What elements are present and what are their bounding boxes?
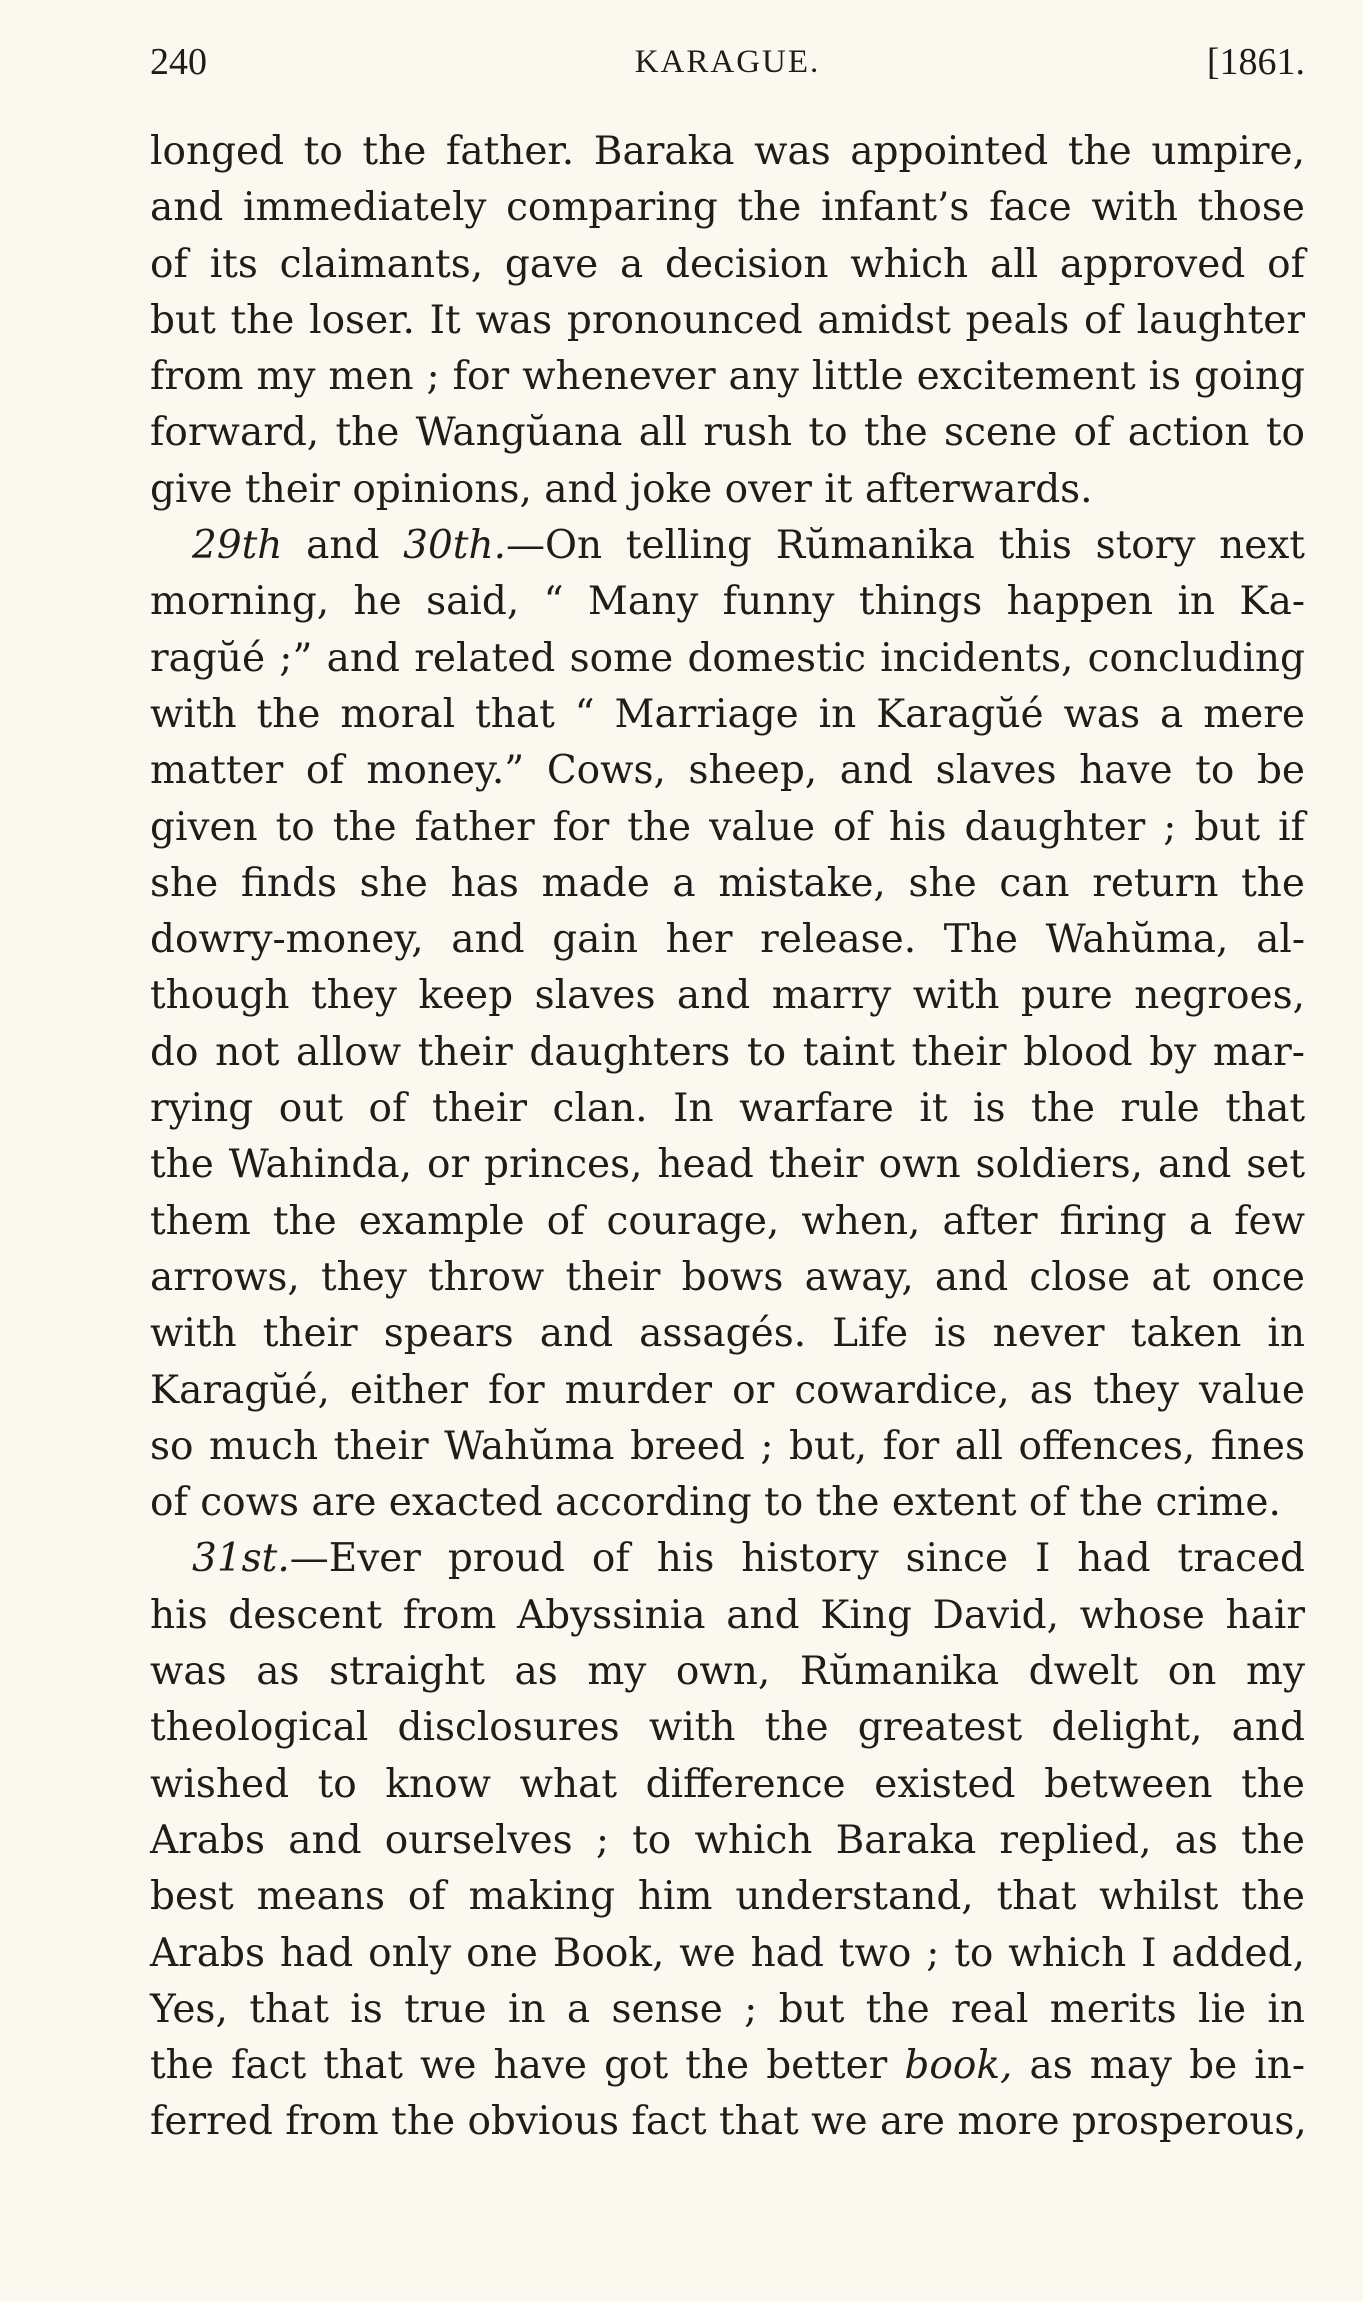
date-31st: 31st. — [192, 1536, 290, 1582]
text-line: but the loser. It was pronounced amidst peals of laughter — [150, 297, 1305, 343]
entry-text: —On telling Rŭmanika this story next — [505, 523, 1305, 569]
text-line: rying out of their clan. In warfare it is the rule that — [150, 1086, 1305, 1132]
text-line: given to the father for the value of his daughter ; but if — [150, 804, 1305, 850]
text-line: Karagŭé, either for murder or cowardice, as they value — [150, 1367, 1305, 1413]
page-number: 240 — [150, 41, 207, 83]
text-line: them the example of courage, when, after firing a few — [150, 1198, 1305, 1244]
text-line-with-italic — [150, 2038, 1305, 2094]
text-line: theological disclosures with the greatest delight, and — [150, 1705, 1305, 1751]
text-line: was as straight as my own, Rŭmanika dwelt on my — [150, 1649, 1305, 1695]
text-line-dated-entry — [150, 1531, 1305, 1587]
text-line: Arabs had only one Book, we had two ; to which I added, — [150, 1930, 1305, 1976]
text-line: and immediately comparing the infant’s face with those — [150, 185, 1305, 231]
text-line-dated-entry — [150, 518, 1305, 574]
chapter-title: KARAGUE. — [634, 44, 821, 80]
date-connector: and — [282, 523, 404, 569]
text-line: with the moral that “ Marriage in Karagŭé was a mere — [150, 691, 1305, 737]
text-line: longed to the father. Baraka was appointed the umpire, — [150, 129, 1305, 174]
text-line: do not allow their daughters to taint their blood by mar- — [150, 1029, 1305, 1075]
year-marker: [1861. — [1206, 41, 1305, 83]
text-line: matter of money.” Cows, sheep, and slaves have to be — [150, 748, 1305, 794]
text-line: give their opinions, and joke over it afterwards. — [150, 466, 1093, 512]
text-line: of cows are exacted according to the extent of the crime. — [150, 1480, 1281, 1526]
text-line: so much their Wahŭma breed ; but, for all offences, fines — [150, 1423, 1305, 1469]
line-end: as may be in- — [1012, 2043, 1306, 2089]
text-line: though they keep slaves and marry with pure negroes, — [150, 973, 1305, 1019]
italic-word-book: book, — [904, 2043, 1013, 2089]
text-line: ragŭé ;” and related some domestic incidents, concluding — [150, 635, 1305, 681]
date-29th: 29th — [192, 523, 283, 569]
text-line: dowry-money, and gain her release. The Wahŭma, al- — [150, 917, 1305, 963]
text-line: his descent from Abyssinia and King David, whose hair — [150, 1592, 1305, 1638]
text-line: arrows, they throw their bows away, and close at once — [150, 1254, 1305, 1300]
body-text — [150, 124, 1305, 2151]
text-line: from my men ; for whenever any little excitement is going — [150, 354, 1305, 400]
line-start: the fact that we have got the better — [150, 2043, 905, 2089]
text-line: of its claimants, gave a decision which all approved of — [150, 241, 1305, 287]
text-line: wished to know what difference existed between the — [150, 1761, 1305, 1807]
entry-text: —Ever proud of his history since I had traced — [289, 1536, 1305, 1582]
text-line: the Wahinda, or princes, head their own soldiers, and set — [150, 1142, 1305, 1188]
text-line: she finds she has made a mistake, she can return the — [150, 860, 1305, 906]
text-line: forward, the Wangŭana all rush to the scene of action to — [150, 410, 1305, 456]
text-line: Arabs and ourselves ; to which Baraka replied, as the — [150, 1817, 1305, 1863]
date-30th: 30th. — [403, 523, 506, 569]
running-head — [150, 38, 1305, 86]
text-line: with their spears and assagés. Life is never taken in — [150, 1311, 1305, 1357]
text-line: best means of making him understand, that whilst the — [150, 1874, 1305, 1920]
text-line: morning, he said, “ Many funny things happen in Ka- — [150, 579, 1305, 625]
text-line: Yes, that is true in a sense ; but the real merits lie in — [150, 1986, 1305, 2032]
text-line: ferred from the obvious fact that we are more prosperous, — [150, 2099, 1307, 2145]
